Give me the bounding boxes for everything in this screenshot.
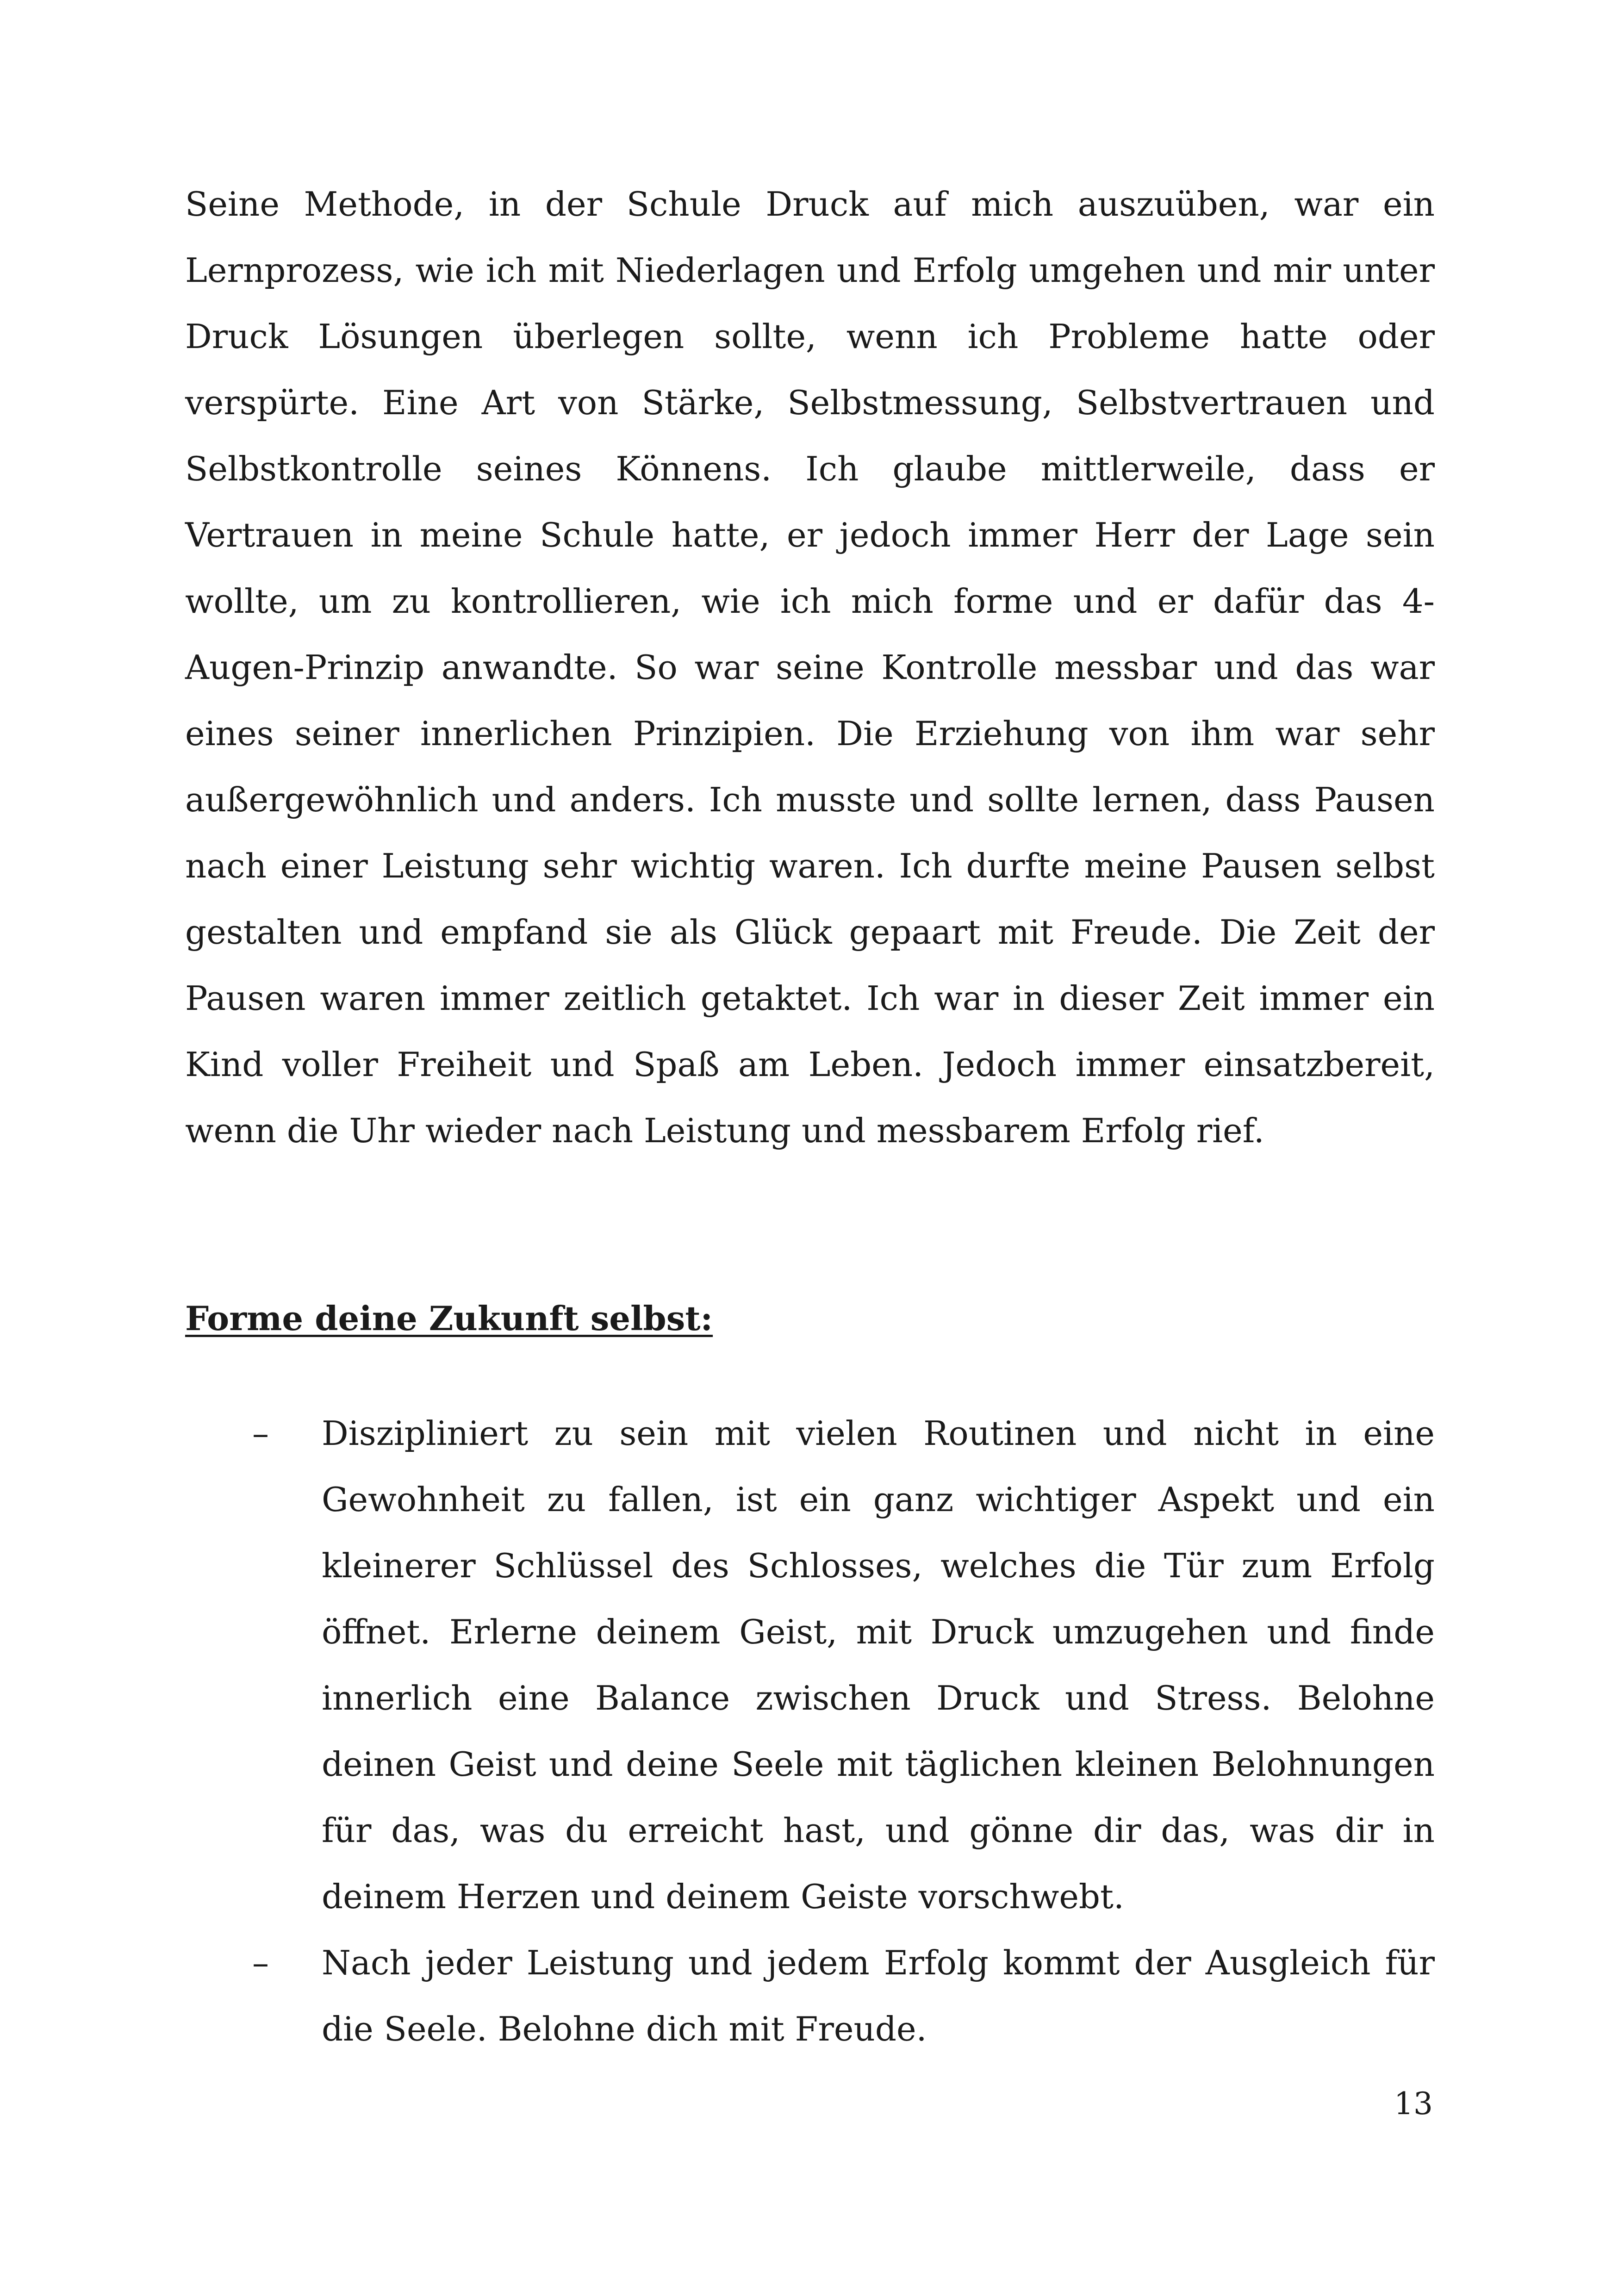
page-number: 13 <box>1394 2086 1433 2122</box>
list-item <box>185 1930 1435 2062</box>
bullet-list <box>185 1400 1435 2062</box>
list-item <box>185 1400 1435 1930</box>
dash-bullet-icon: – <box>252 1414 269 1453</box>
dash-bullet-icon: – <box>252 1943 269 1982</box>
section-heading: Forme deine Zukunft selbst: <box>185 1299 713 1338</box>
body-paragraph: Seine Methode, in der Schule Druck auf mich auszuüben, war ein Lernprozess, wie ich mit Niederlagen und Erfolg umgehen und mir unter Druck Lösungen überlegen sollte, wenn ich Probleme hatte oder verspürte. Eine Art von Stärke, Selbstmessung, Selbstvertrauen und Selbstkontrolle seines Könnens. Ich glaube mittlerweile, dass er Vertrauen in meine Schule hatte, er jedoch immer Herr der Lage sein wollte, um zu kontrollieren, wie ich mich forme und er dafür das 4-Augen-Prinzip anwandte. So war seine Kontrolle messbar und das war eines seiner innerlichen Prinzipien. Die Erziehung von ihm war sehr außergewöhnlich und anders. Ich musste und sollte lernen, dass Pausen nach einer Leistung sehr wichtig waren. Ich durfte meine Pausen selbst gestalten und empfand sie als Glück gepaart mit Freude. Die Zeit der Pausen waren immer zeitlich getaktet. Ich war in dieser Zeit immer ein Kind voller Freiheit und Spaß am Leben. Jedoch immer einsatzbereit, wenn die Uhr wieder nach Leistung und messbarem Erfolg rief. <box>185 185 1435 1150</box>
list-item-text: Diszipliniert zu sein mit vielen Routinen und nicht in eine Gewohnheit zu fallen, ist ein ganz wichtiger Aspekt und ein kleinerer Schlüssel des Schlosses, welches die Tür zum Erfolg öffnet. Erlerne deinem Geist, mit Druck umzugehen und finde innerlich eine Balance zwischen Druck und Stress. Belohne deinen Geist und deine Seele mit täglichen kleinen Belohnungen für das, was du erreicht hast, und gönne dir das, was dir in deinem Herzen und deinem Geiste vorschwebt. <box>322 1414 1435 1916</box>
page-content <box>185 171 1435 2062</box>
list-item-text: Nach jeder Leistung und jedem Erfolg kommt der Ausgleich für die Seele. Belohne dich mit Freude. <box>322 1943 1435 2048</box>
